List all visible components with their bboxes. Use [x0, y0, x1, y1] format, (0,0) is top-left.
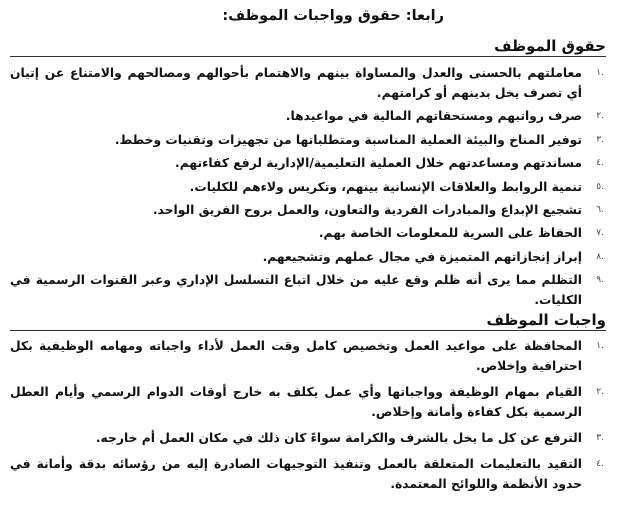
item-number: .٨ [596, 251, 604, 262]
duties-divider [10, 330, 606, 331]
list-item [10, 336, 608, 376]
list-item [10, 454, 608, 494]
item-text: الترفع عن كل ما يخل بالشرف والكرامة سواءً كان ذلك في مكان العمل أم خارجه. [95, 431, 582, 445]
item-text: معاملتهم بالحسنى والعدل والمساواة بينهم والاهتمام بأحوالهم ومصالحهم والامتناع عن إتيان أي تصرف يخل بدينهم أو كرامتهم. [10, 66, 582, 100]
item-number: .١ [596, 68, 604, 78]
item-text: القيام بمهام الوظيفة وواجباتها وأي عمل يكلف به خارج أوقات الدوام الرسمي وأيام العطل الرسمية بكل كفاءة وأمانة وإخلاص. [10, 385, 582, 419]
duties-section-title: واجبات الموظف [486, 311, 606, 329]
item-number: .٤ [596, 158, 604, 169]
item-number: .١ [596, 341, 604, 351]
list-item [10, 63, 608, 103]
list-item [10, 106, 608, 126]
list-item [10, 177, 608, 197]
item-number: .٦ [596, 204, 604, 215]
list-item [10, 270, 608, 310]
item-number: .٣ [596, 134, 604, 145]
list-item [10, 382, 608, 422]
item-number: .٤ [596, 459, 604, 469]
list-item [10, 223, 608, 243]
item-number: .٢ [596, 111, 604, 122]
item-number: .٣ [596, 433, 604, 443]
item-number: .٩ [596, 275, 604, 286]
rights-list [10, 63, 608, 314]
item-text: التقيد بالتعليمات المتعلقة بالعمل وتنفيذ التوجيهات الصادرة إليه من رؤسائه بدقة وأمانة في حدود الأنظمة واللوائح المعتمدة. [10, 457, 582, 491]
item-text: مساندتهم ومساعدتهم خلال العملية التعليمية/الإدارية لرفع كفاءتهم. [175, 156, 582, 171]
list-item [10, 247, 608, 267]
item-text: التظلم مما يرى أنه ظلم وقع عليه من خلال اتباع التسلسل الإداري وعبر القنوات الرسمية في الكليات. [10, 273, 582, 308]
main-heading: رابعا: حقوق وواجبات الموظف: [222, 8, 444, 24]
item-text: صرف رواتبهم ومستحقاتهم المالية في مواعيدها. [285, 109, 582, 124]
list-item [10, 130, 608, 150]
list-item [10, 153, 608, 173]
rights-divider [10, 56, 606, 57]
item-text: الحفاظ على السرية للمعلومات الخاصة بهم. [318, 226, 582, 241]
item-number: .٢ [596, 387, 604, 397]
item-number: .٧ [596, 228, 604, 239]
item-text: المحافظة على مواعيد العمل وتخصيص كامل وقت العمل لأداء واجباته ومهامه الوظيفية بكل احترافية وإخلاص. [10, 339, 582, 373]
item-text: تنمية الروابط والعلاقات الإنسانية بينهم، وتكريس ولاءهم للكليات. [189, 179, 582, 194]
list-item [10, 200, 608, 220]
item-text: توفير المناخ والبيئة العملية المناسبة ومتطلباتها من تجهيزات وتقنيات وخطط. [114, 132, 582, 147]
item-number: .٥ [596, 181, 604, 192]
item-text: إبراز إنجازاتهم المتميزة في مجال عملهم وتشجيعهم. [262, 249, 582, 264]
item-text: تشجيع الإبداع والمبادرات الفردية والتعاون، والعمل بروح الفريق الواحد. [152, 202, 582, 217]
duties-list [10, 336, 608, 500]
rights-section-title: حقوق الموظف [494, 37, 606, 55]
list-item [10, 428, 608, 448]
